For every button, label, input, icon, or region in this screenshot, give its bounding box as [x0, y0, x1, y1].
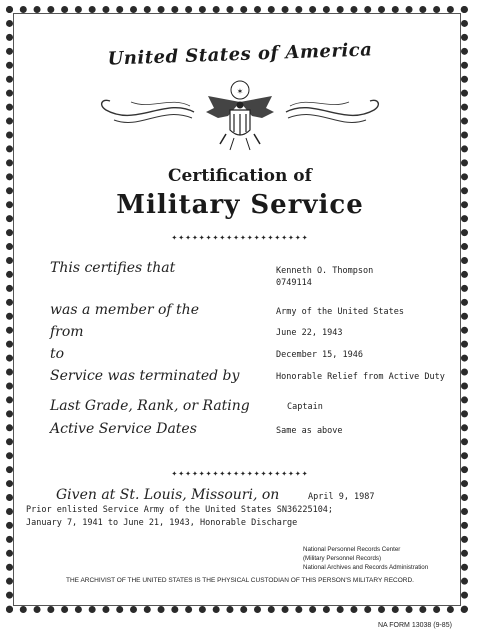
form-number: NA FORM 13038 (9-85) — [378, 622, 452, 629]
person-name: Kenneth O. Thompson — [276, 266, 374, 276]
issuer-line-2: (Military Personnel Records) — [303, 555, 382, 562]
dates-label: Active Service Dates — [50, 421, 197, 437]
grade-label: Last Grade, Rank, or Rating — [50, 398, 250, 414]
terminated-value: Honorable Relief from Active Duty — [276, 372, 445, 382]
issuer-line-1: National Personnel Records Center — [303, 546, 401, 553]
from-label: from — [50, 324, 84, 340]
certification-heading: Certification of — [168, 166, 312, 186]
member-label: was a member of the — [50, 302, 199, 318]
from-value: June 22, 1943 — [276, 328, 343, 338]
dates-value: Same as above — [276, 426, 343, 436]
prior-service-dates: January 7, 1941 to June 21, 1943, Honorable Discharge — [26, 518, 298, 528]
member-value: Army of the United States — [276, 307, 404, 317]
certifies-label: This certifies that — [50, 260, 176, 276]
star-divider-top: ✦✦✦✦✦✦✦✦✦✦✦✦✦✦✦✦✦✦✦✦ — [171, 234, 309, 242]
eagle-seal-icon — [200, 74, 280, 154]
svg-text:✶: ✶ — [236, 87, 244, 96]
service-number: 0749114 — [276, 278, 312, 288]
star-divider-bottom: ✦✦✦✦✦✦✦✦✦✦✦✦✦✦✦✦✦✦✦✦ — [171, 470, 309, 478]
given-date: April 9, 1987 — [308, 492, 375, 502]
left-flourish-icon — [96, 92, 196, 132]
grade-value: Captain — [287, 402, 323, 412]
archivist-statement: THE ARCHIVIST OF THE UNITED STATES IS THE PHYSICAL CUSTODIAN OF THIS PERSON'S MILITARY RECORD. — [66, 577, 414, 584]
prior-service-note: Prior enlisted Service Army of the United States SN36225104; — [26, 505, 334, 515]
to-label: to — [50, 346, 65, 362]
right-flourish-icon — [284, 92, 384, 132]
terminated-label: Service was terminated by — [50, 368, 240, 384]
issuer-line-3: National Archives and Records Administration — [303, 564, 429, 571]
given-label: Given at St. Louis, Missouri, on — [56, 487, 280, 503]
country-heading: United States of America — [107, 39, 373, 70]
to-value: December 15, 1946 — [276, 350, 363, 360]
military-service-heading: Military Service — [116, 190, 364, 220]
